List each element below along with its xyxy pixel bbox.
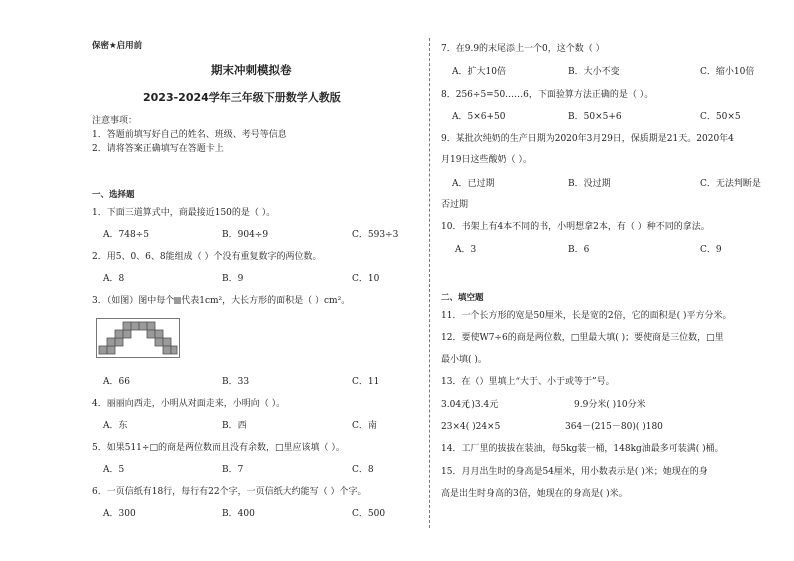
q14-stem: 14．工厂里的拔拔在装油，每5kg装一桶，148kg油最多可装满( )桶。 (441, 444, 724, 454)
q8-option-a: A．5×6+50 (452, 112, 506, 122)
q13-item-2b: 364－(215－80)( )180 (565, 422, 663, 432)
q1-stem: 1．下面三道算式中，商最接近150的是（ ）。 (92, 208, 276, 218)
q6-option-b: B．400 (222, 509, 255, 519)
q6-option-a: A．300 (103, 509, 136, 519)
column-divider (429, 38, 430, 528)
exam-subtitle: 2023-2024学年三年级下册数学人教版 (143, 91, 341, 104)
q11-stem: 11．一个长方形的宽是50厘米，长是宽的2倍，它的面积是( )平方分米。 (441, 311, 732, 321)
q1-option-c: C．593÷3 (352, 230, 399, 240)
q3-grid-figure (96, 318, 180, 358)
q5-option-c: C．8 (352, 465, 374, 475)
q1-option-b: B．904÷9 (222, 230, 269, 240)
q10-option-a: A．3 (455, 245, 477, 255)
note-item-2: 2．请将答案正确填写在答题卡上 (92, 144, 224, 154)
q9-option-a: A．已过期 (452, 179, 495, 189)
q8-stem: 8．256÷5=50……6，下面验算方法正确的是（ ）。 (441, 90, 654, 100)
q13-item-2a: 23×4( )24×5 (441, 422, 501, 432)
q9-stem-line2: 月19日这些酸奶（ ）。 (441, 155, 532, 165)
section-choice-title: 一、选择题 (92, 190, 135, 200)
q10-option-c: C．9 (700, 245, 722, 255)
exam-title: 期末冲刺模拟卷 (211, 63, 292, 77)
q4-option-b: B．西 (222, 421, 247, 431)
q15-stem-line2: 高是出生时身高的3倍，她现在的身高是( )米。 (441, 489, 628, 499)
q3-stem-part1: 3．（如图）图中每个 (92, 296, 175, 306)
q2-stem: 2．用5、0、6、8能组成（ ）个没有重复数字的两位数。 (92, 252, 322, 262)
note-item-1: 1．答题前填写好自己的姓名、班级、考号等信息 (92, 130, 287, 140)
q13-item-1c: 9.9分米( )10分米 (574, 400, 646, 410)
q3-option-c: C．11 (352, 377, 380, 387)
q4-option-c: C．南 (352, 421, 377, 431)
q2-option-c: C．10 (352, 274, 380, 284)
q10-option-b: B．6 (568, 245, 590, 255)
q5-option-b: B．7 (222, 465, 244, 475)
q3-stem-part2: 代表1cm²，大长方形的面积是（ ）cm²。 (181, 296, 351, 306)
secret-label: 保密★启用前 (92, 41, 143, 51)
q13-item-1b: ( )3.4元 (465, 400, 499, 410)
q12-stem-line2: 最小填( )。 (441, 355, 487, 365)
q3-stem (92, 295, 350, 307)
q7-stem: 7．在9.9的末尾添上一个0，这个数（ ） (441, 44, 605, 54)
q9-option-c: C．无法判断是 (700, 179, 761, 189)
q5-stem: 5．如果511÷□的商是两位数而且没有余数，□里应该填（ ）。 (92, 443, 345, 453)
q7-option-a: A．扩大10倍 (452, 67, 506, 77)
q8-option-b: B．50×5+6 (568, 112, 622, 122)
q9-option-b: B．没过期 (568, 179, 611, 189)
q6-stem: 6．一页信纸有18行，每行有22个字，一页信纸大约能写（ ）个字。 (92, 487, 367, 497)
q2-option-a: A．8 (103, 274, 125, 284)
notes-heading: 注意事项： (92, 116, 138, 126)
q2-option-b: B．9 (222, 274, 244, 284)
q8-option-c: C．50×5 (700, 112, 741, 122)
q5-option-a: A．5 (103, 465, 125, 475)
q7-option-c: C．缩小10倍 (700, 67, 755, 77)
q13-item-1a: 3.04元 (441, 400, 471, 410)
q9-option-c-cont: 否过期 (441, 200, 469, 210)
q3-option-a: A．66 (103, 377, 130, 387)
q6-option-c: C．500 (352, 509, 386, 519)
section-fill-title: 二、填空题 (441, 293, 484, 303)
q10-stem: 10．书架上有4本不同的书，小明想拿2本，有（ ）种不同的拿法。 (441, 222, 710, 232)
q1-option-a: A．748÷5 (103, 230, 149, 240)
q13-stem: 13．在（）里填上“大于、小于或等于”号。 (441, 377, 615, 387)
q9-stem-line1: 9．某批次纯奶的生产日期为2020年3月29日，保质期是21天。2020年4 (441, 134, 734, 144)
q15-stem-line1: 15．月月出生时的身高是54厘米，用小数表示是( )米；她现在的身 (441, 467, 708, 477)
q12-stem-line1: 12．要使W7÷6的商是两位数，□里最大填( )；要使商是三位数，□里 (441, 333, 724, 343)
q4-option-a: A．东 (103, 421, 128, 431)
q4-stem: 4．丽丽向西走，小明从对面走来，小明向（ ）。 (92, 399, 286, 409)
q7-option-b: B．大小不变 (568, 67, 620, 77)
q3-option-b: B．33 (222, 377, 250, 387)
